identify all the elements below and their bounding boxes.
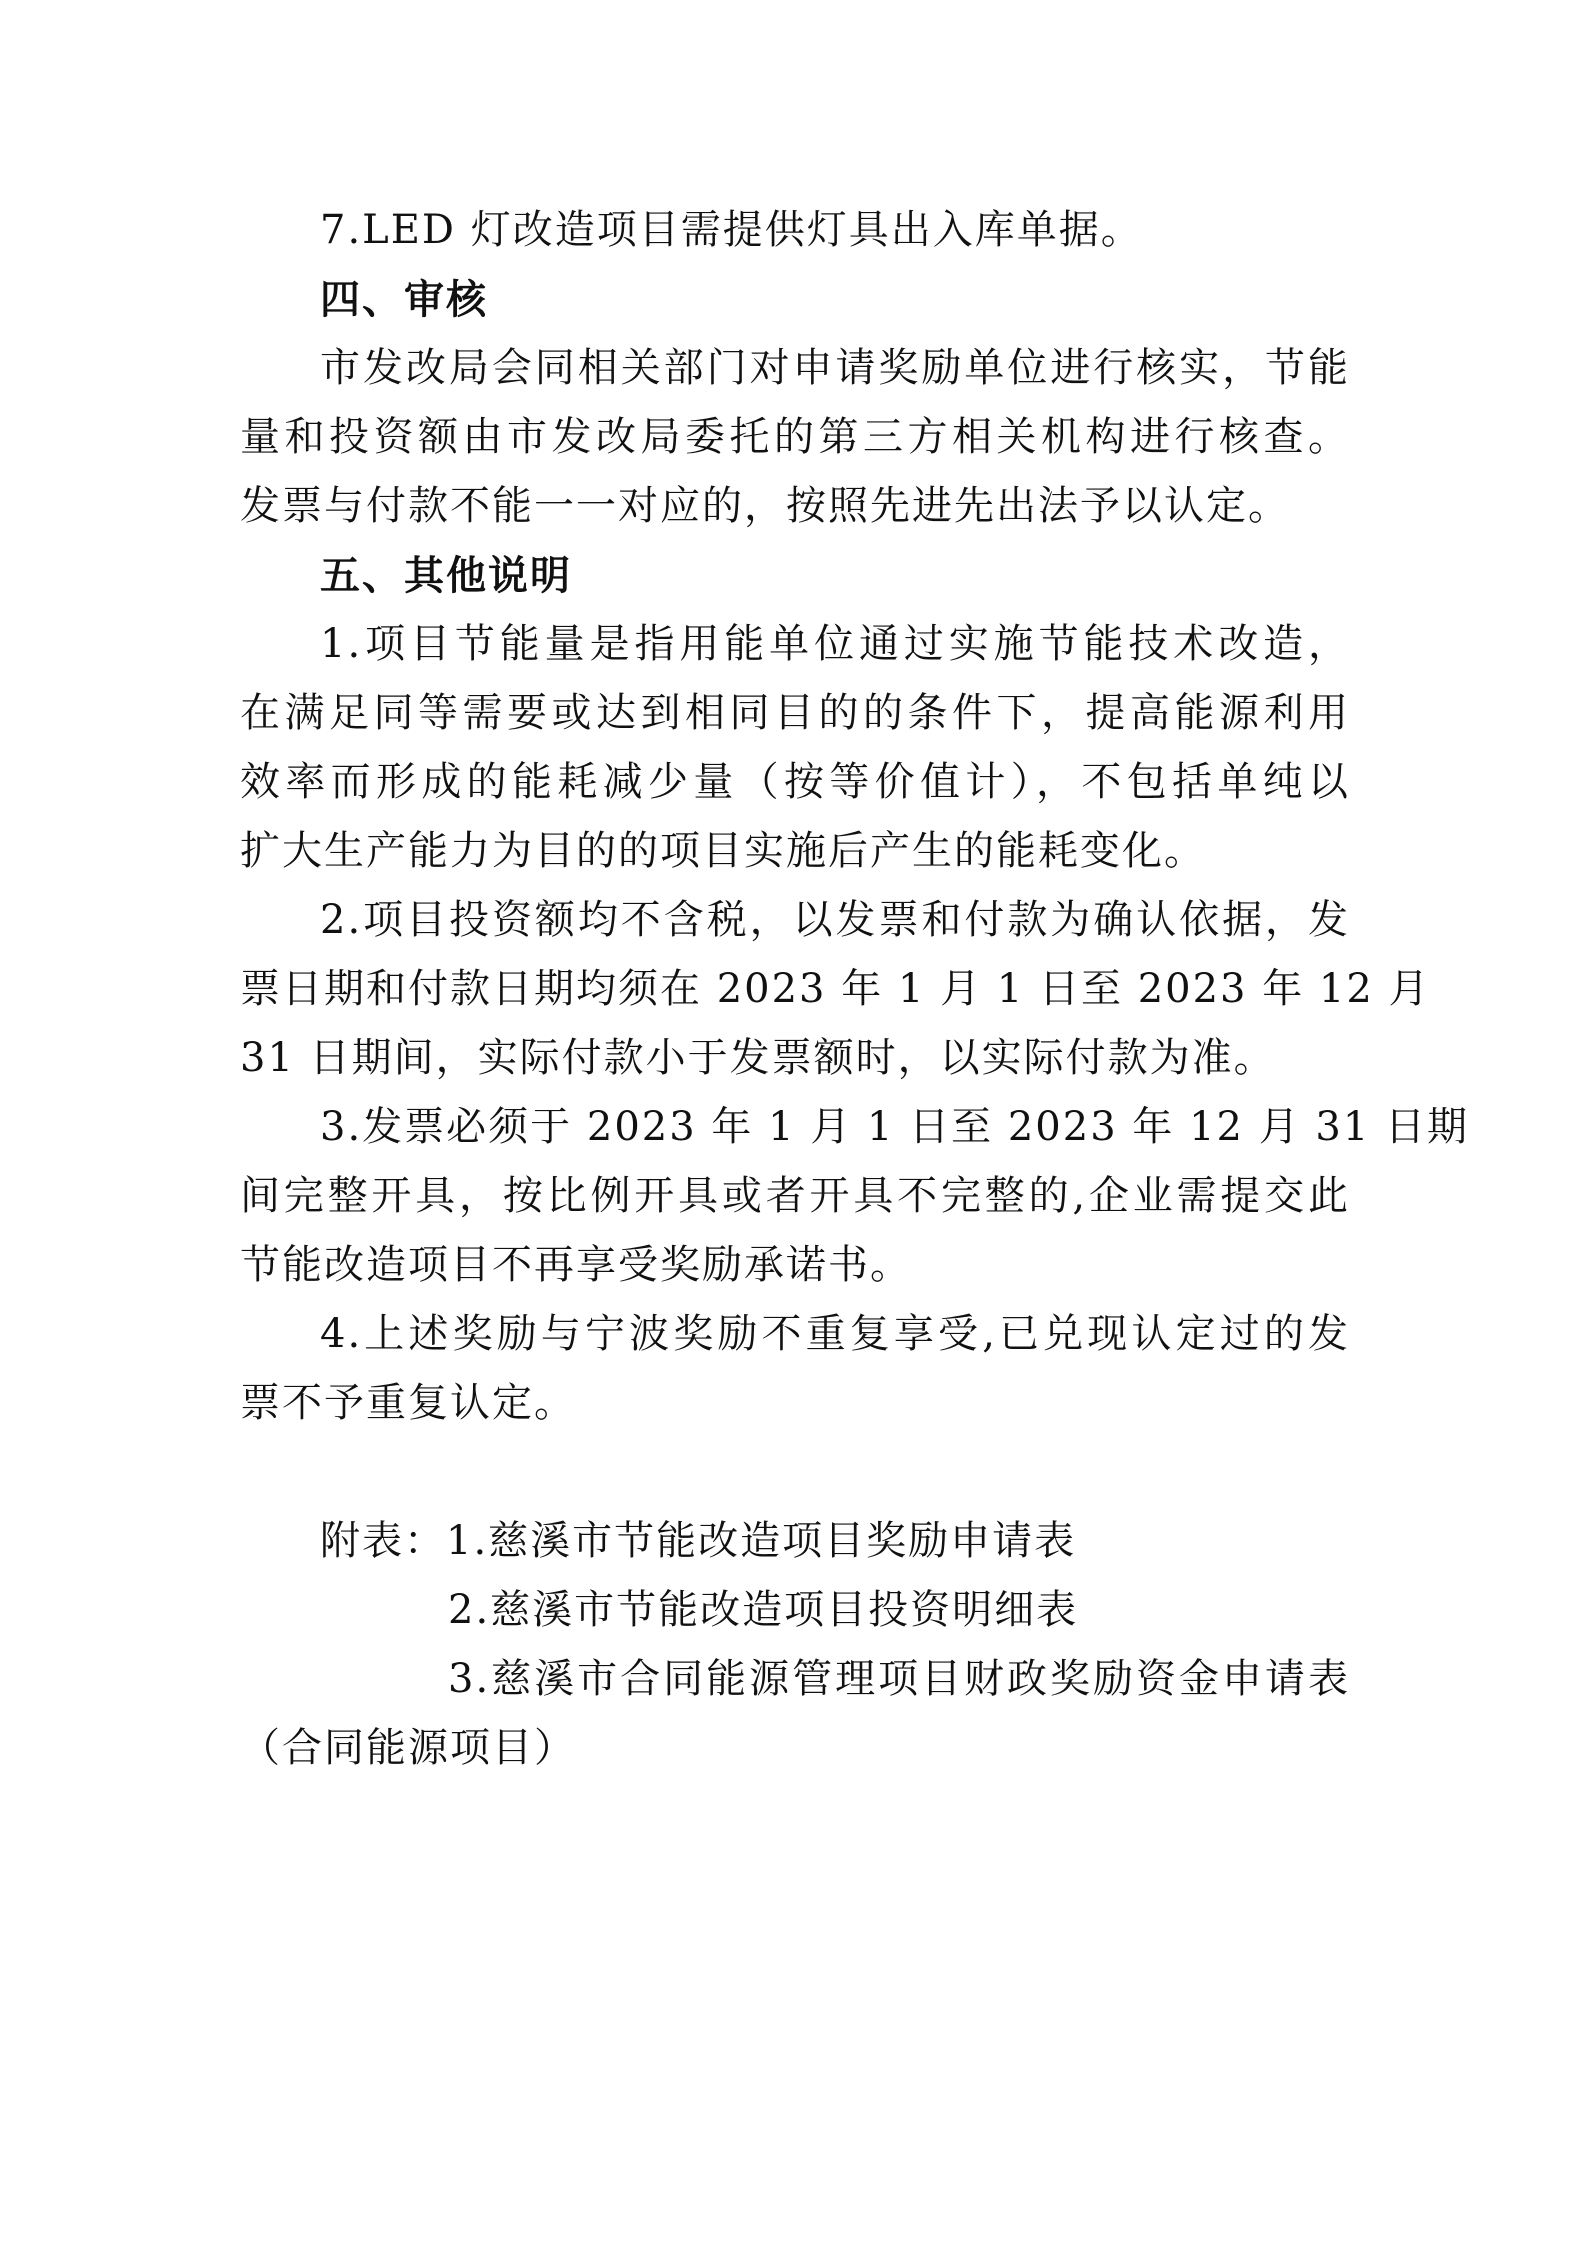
section-5-para-1-line: 效率而形成的能耗减少量（按等价值计），不包括单纯以	[240, 759, 1350, 805]
document-page	[240, 196, 1470, 1783]
section-5-para-1-line: 1.项目节能量是指用能单位通过实施节能技术改造，	[320, 621, 1350, 667]
section-5-heading: 五、其他说明	[320, 552, 572, 599]
attachment-line-4: （合同能源项目）	[240, 1725, 576, 1771]
section-4-line: 量和投资额由市发改局委托的第三方相关机构进行核查。	[240, 414, 1350, 460]
section-5-para-4-line: 4.上述奖励与宁波奖励不重复享受,已兑现认定过的发	[320, 1311, 1350, 1357]
section-5-para-2-line: 2.项目投资额均不含税，以发票和付款为确认依据，发	[320, 897, 1350, 943]
section-5-para-4-line: 票不予重复认定。	[240, 1380, 576, 1426]
section-5-para-3-line: 节能改造项目不再享受奖励承诺书。	[240, 1242, 912, 1288]
section-5-para-3-line: 间完整开具，按比例开具或者开具不完整的,企业需提交此	[240, 1173, 1350, 1219]
section-5-para-2-line: 票日期和付款日期均须在 2023 年 1 月 1 日至 2023 年 12 月	[240, 966, 1431, 1012]
section-4-heading: 四、审核	[320, 276, 488, 323]
section-5-para-1-line: 扩大生产能力为目的的项目实施后产生的能耗变化。	[240, 828, 1206, 874]
section-5-para-1-line: 在满足同等需要或达到相同目的的条件下，提高能源利用	[240, 690, 1350, 736]
attachment-line-2: 2.慈溪市节能改造项目投资明细表	[448, 1587, 1079, 1633]
item-7: 7.LED 灯改造项目需提供灯具出入库单据。	[320, 207, 1143, 253]
attachment-line-1: 附表：1.慈溪市节能改造项目奖励申请表	[320, 1518, 1077, 1564]
section-5-para-2-line: 31 日期间，实际付款小于发票额时，以实际付款为准。	[240, 1035, 1276, 1081]
section-5-para-3-line: 3.发票必须于 2023 年 1 月 1 日至 2023 年 12 月 31 日期	[320, 1104, 1470, 1150]
attachment-line-3: 3.慈溪市合同能源管理项目财政奖励资金申请表	[448, 1656, 1350, 1702]
section-4-line: 发票与付款不能一一对应的，按照先进先出法予以认定。	[240, 483, 1290, 529]
section-4-line: 市发改局会同相关部门对申请奖励单位进行核实，节能	[320, 345, 1350, 391]
